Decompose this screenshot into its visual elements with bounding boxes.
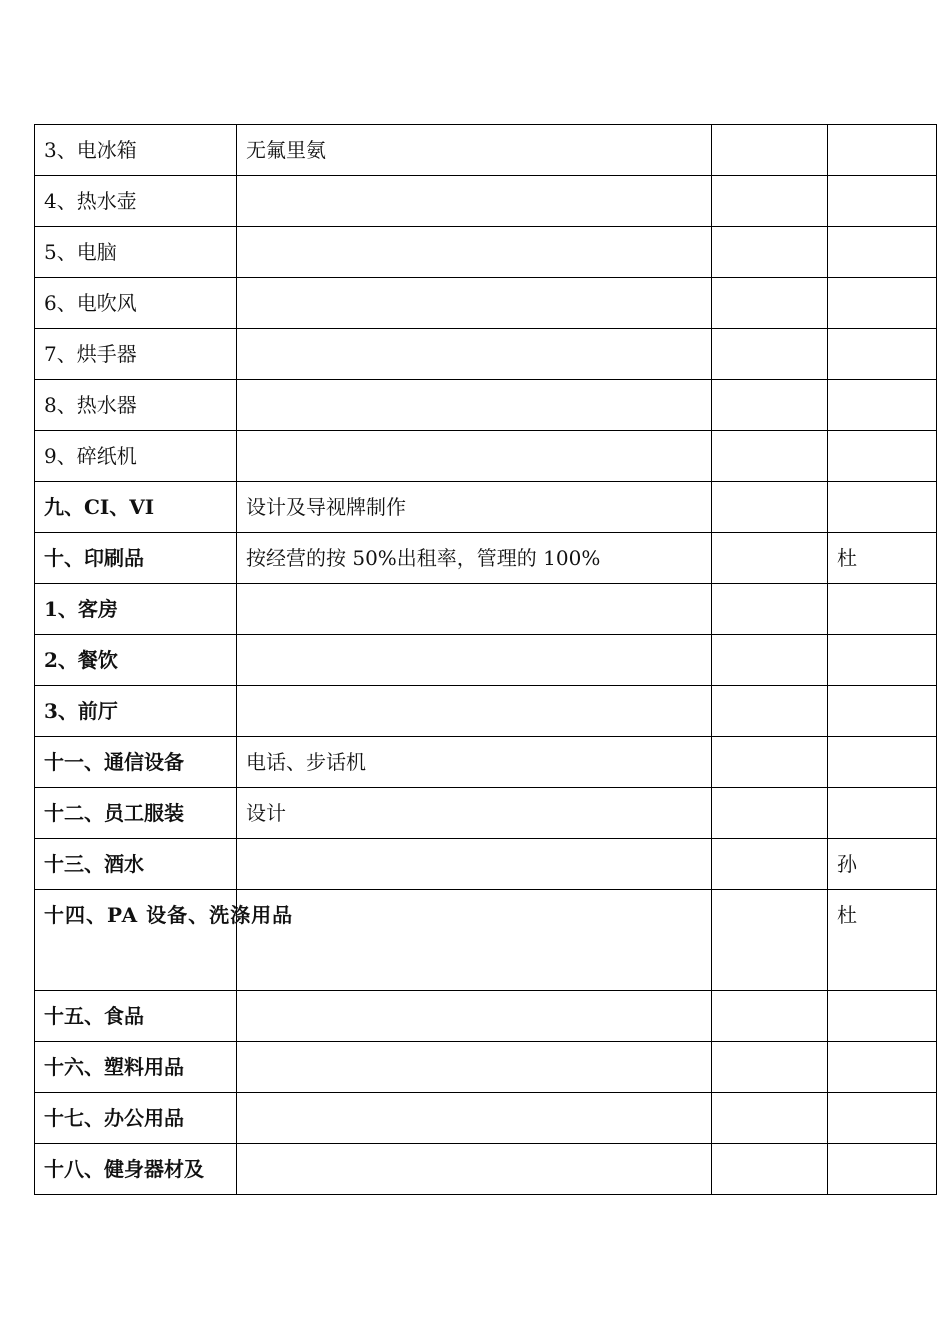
item-cell: 7、烘手器 xyxy=(35,329,237,380)
item-cell: 十七、办公用品 xyxy=(35,1093,237,1144)
item-cell: 3、前厅 xyxy=(35,686,237,737)
spec-cell xyxy=(237,329,712,380)
blank-cell xyxy=(712,227,828,278)
item-cell: 十八、健身器材及 xyxy=(35,1144,237,1195)
owner-cell xyxy=(828,176,937,227)
table-row xyxy=(35,380,937,431)
table-row xyxy=(35,788,937,839)
table-row xyxy=(35,278,937,329)
blank-cell xyxy=(712,482,828,533)
owner-cell xyxy=(828,686,937,737)
blank-cell xyxy=(712,431,828,482)
item-cell: 十六、塑料用品 xyxy=(35,1042,237,1093)
table-row xyxy=(35,635,937,686)
spec-cell xyxy=(237,1144,712,1195)
blank-cell xyxy=(712,991,828,1042)
owner-cell xyxy=(828,329,937,380)
item-cell: 4、热水壶 xyxy=(35,176,237,227)
spec-cell: 设计 xyxy=(237,788,712,839)
blank-cell xyxy=(712,839,828,890)
owner-cell: 杜 xyxy=(828,533,937,584)
owner-cell xyxy=(828,584,937,635)
blank-cell xyxy=(712,635,828,686)
table-row xyxy=(35,329,937,380)
owner-cell: 孙 xyxy=(828,839,937,890)
blank-cell xyxy=(712,1144,828,1195)
spec-cell: 无氟里氨 xyxy=(237,125,712,176)
table-row xyxy=(35,890,937,991)
item-cell: 十三、酒水 xyxy=(35,839,237,890)
owner-cell xyxy=(828,227,937,278)
spec-cell xyxy=(237,890,712,991)
owner-cell xyxy=(828,125,937,176)
owner-cell xyxy=(828,431,937,482)
spec-cell xyxy=(237,431,712,482)
table-row xyxy=(35,839,937,890)
item-cell: 5、电脑 xyxy=(35,227,237,278)
table-row xyxy=(35,1144,937,1195)
item-cell: 3、电冰箱 xyxy=(35,125,237,176)
table-row xyxy=(35,431,937,482)
item-cell: 6、电吹风 xyxy=(35,278,237,329)
item-cell: 十五、食品 xyxy=(35,991,237,1042)
owner-cell xyxy=(828,788,937,839)
table-row xyxy=(35,584,937,635)
owner-cell xyxy=(828,278,937,329)
spec-cell xyxy=(237,1042,712,1093)
owner-cell xyxy=(828,635,937,686)
spec-cell xyxy=(237,1093,712,1144)
blank-cell xyxy=(712,737,828,788)
item-cell: 十四、PA 设备、洗涤用品 xyxy=(35,890,237,991)
spec-cell xyxy=(237,635,712,686)
item-cell: 十二、员工服装 xyxy=(35,788,237,839)
table-row xyxy=(35,125,937,176)
spec-cell xyxy=(237,380,712,431)
blank-cell xyxy=(712,788,828,839)
blank-cell xyxy=(712,686,828,737)
blank-cell xyxy=(712,890,828,991)
table-row xyxy=(35,1093,937,1144)
table-row xyxy=(35,1042,937,1093)
blank-cell xyxy=(712,1093,828,1144)
spec-cell: 电话、步话机 xyxy=(237,737,712,788)
item-cell: 1、客房 xyxy=(35,584,237,635)
table-row xyxy=(35,686,937,737)
spec-cell xyxy=(237,991,712,1042)
owner-cell xyxy=(828,482,937,533)
table-row xyxy=(35,227,937,278)
spec-cell xyxy=(237,176,712,227)
blank-cell xyxy=(712,584,828,635)
table-body xyxy=(35,125,937,1195)
owner-cell xyxy=(828,737,937,788)
equipment-table xyxy=(34,124,937,1195)
owner-cell xyxy=(828,1042,937,1093)
blank-cell xyxy=(712,278,828,329)
owner-cell xyxy=(828,1144,937,1195)
blank-cell xyxy=(712,125,828,176)
blank-cell xyxy=(712,329,828,380)
item-cell: 十、印刷品 xyxy=(35,533,237,584)
spec-cell xyxy=(237,584,712,635)
spec-cell xyxy=(237,227,712,278)
blank-cell xyxy=(712,1042,828,1093)
blank-cell xyxy=(712,533,828,584)
spec-cell xyxy=(237,839,712,890)
item-cell: 十一、通信设备 xyxy=(35,737,237,788)
owner-cell xyxy=(828,1093,937,1144)
spec-cell: 设计及导视牌制作 xyxy=(237,482,712,533)
item-cell: 2、餐饮 xyxy=(35,635,237,686)
table-row xyxy=(35,482,937,533)
spec-cell xyxy=(237,686,712,737)
item-cell: 九、CI、VI xyxy=(35,482,237,533)
spec-cell xyxy=(237,278,712,329)
table-row xyxy=(35,176,937,227)
blank-cell xyxy=(712,176,828,227)
table-row xyxy=(35,991,937,1042)
spec-cell: 按经营的按 50%出租率，管理的 100% xyxy=(237,533,712,584)
owner-cell xyxy=(828,991,937,1042)
owner-cell: 杜 xyxy=(828,890,937,991)
blank-cell xyxy=(712,380,828,431)
owner-cell xyxy=(828,380,937,431)
table-row xyxy=(35,737,937,788)
item-cell: 8、热水器 xyxy=(35,380,237,431)
table-row xyxy=(35,533,937,584)
item-cell: 9、碎纸机 xyxy=(35,431,237,482)
